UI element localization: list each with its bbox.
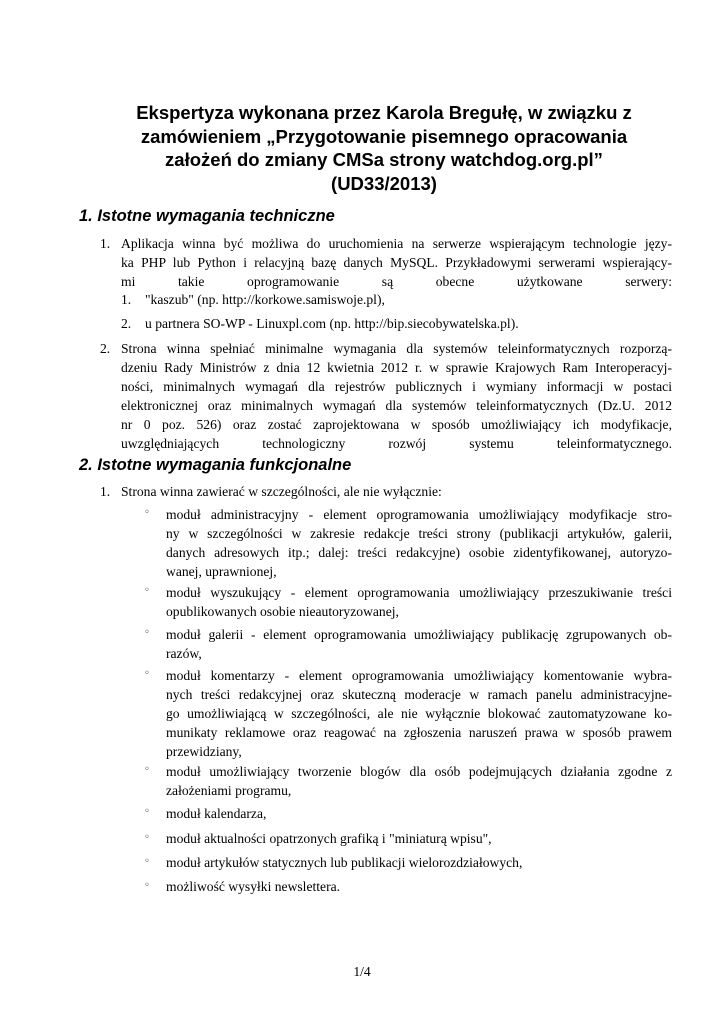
- bullet-circle-icon: ◦: [144, 856, 150, 867]
- bullet-gallery-module: [166, 625, 672, 663]
- bullet-circle-icon: ◦: [144, 806, 150, 817]
- text-line: razów,: [166, 646, 202, 661]
- list-number: 1.: [100, 236, 111, 251]
- text-line: ności, minimalnych wymagań dla rejestrów publicznych i wymiany informacji w postaci: [121, 379, 672, 394]
- text-line: opublikowanych osobie nieautoryzowanej,: [166, 604, 399, 619]
- section-1-item-2-text: [121, 339, 672, 453]
- bullet-comments-module: [166, 666, 672, 761]
- text-line: mi takie oprogramowanie są obecne użytkowane serwery:: [121, 274, 672, 289]
- text-line: danych adresowych itp.; dalej: treści redakcyjne) osobie zidentyfikowanej, autoryzo-: [166, 545, 672, 560]
- bullet-circle-icon: ◦: [144, 832, 150, 843]
- sublist-item-kaszub: "kaszub" (np. http://korkowe.samiswoje.pl),: [145, 292, 385, 307]
- text-line: moduł administracyjny - element oprogramowania umożliwiający modyfikacje stro-: [166, 507, 672, 522]
- bullet-admin-module: [166, 505, 672, 581]
- title-line-3: założeń do zmiany CMSa strony watchdog.org.pl”: [165, 149, 603, 170]
- bullet-circle-icon: ◦: [144, 880, 150, 891]
- bullet-search-module: [166, 583, 672, 621]
- page-number: 1/4: [353, 964, 371, 979]
- section-1-heading: 1. Istotne wymagania techniczne: [79, 207, 335, 225]
- text-line: uwzględniających technologiczny rozwój systemu teleinformatycznego.: [121, 436, 672, 451]
- bullet-circle-icon: ◦: [144, 585, 150, 596]
- text-line: ka PHP lub Python i relacyjną bazę danych MySQL. Przykładowymi serwerami wspierający-: [121, 255, 672, 270]
- bullet-calendar-module: [166, 804, 672, 823]
- text-line: moduł umożliwiający tworzenie blogów dla osób podejmujących działania zgodne z: [166, 764, 672, 779]
- bullet-newsletter: [166, 877, 672, 896]
- bullet-circle-icon: ◦: [144, 764, 150, 775]
- text-line: munikaty reklamowe oraz reagować na zgłoszenia naruszeń prawa w sposób prawem: [166, 725, 672, 740]
- text-line: wanej, uprawnionej,: [166, 564, 277, 579]
- section-2-item-1-text: Strona winna zawierać w szczególności, ale nie wyłącznie:: [121, 484, 442, 499]
- sublist-number: 1.: [121, 292, 132, 307]
- text-line: przewidziany,: [166, 744, 242, 759]
- text-line: możliwość wysyłki newslettera.: [166, 879, 341, 894]
- text-line: założeniami programu,: [166, 783, 292, 798]
- text-line: dzeniu Rady Ministrów z dnia 12 kwietnia 2012 r. w sprawie Krajowych Ram Interoperacyj-: [121, 360, 672, 375]
- text-line: go umożliwiającą w szczególności, ale nie wyłącznie blokować zautomatyzowane ko-: [166, 706, 672, 721]
- text-line: moduł aktualności opatrzonych grafiką i "miniaturą wpisu",: [166, 831, 492, 846]
- sublist-number: 2.: [121, 316, 132, 331]
- document-title: [100, 101, 668, 195]
- bullet-circle-icon: ◦: [144, 507, 150, 518]
- text-line: moduł komentarzy - element oprogramowania umożliwiający komentowanie wybra-: [166, 668, 672, 683]
- text-line: ny w szczególności w zakresie redakcje treści strony (publikacji artykułów, galerii,: [166, 526, 672, 541]
- section-1-item-1-text: [121, 234, 672, 291]
- text-line: Aplikacja winna być możliwa do uruchomienia na serwerze wspierającym technologie języ-: [121, 236, 672, 251]
- list-number: 2.: [100, 341, 111, 356]
- bullet-circle-icon: ◦: [144, 668, 150, 679]
- bullet-blogs-module: [166, 762, 672, 800]
- text-line: moduł artykułów statycznych lub publikacji wielorozdziałowych,: [166, 855, 523, 870]
- section-2-heading: 2. Istotne wymagania funkcjonalne: [79, 456, 352, 474]
- text-line: Strona winna spełniać minimalne wymagania dla systemów teleinformatycznych rozporzą-: [121, 341, 672, 356]
- text-line: moduł galerii - element oprogramowania umożliwiający publikację zgrupowanych ob-: [166, 627, 672, 642]
- text-line: moduł kalendarza,: [166, 806, 267, 821]
- text-line: nr 0 poz. 526) oraz zostać zaprojektowana w sposób umożliwiający ich modyfikacje,: [121, 417, 672, 432]
- title-line-2: zamówieniem „Przygotowanie pisemnego opracowania: [140, 125, 628, 147]
- text-line: moduł wyszukujący - element oprogramowania umożliwiający przeszukiwanie treści: [166, 585, 672, 600]
- list-number: 1.: [100, 484, 111, 499]
- bullet-news-module: [166, 829, 672, 848]
- text-line: elektronicznej oraz minimalnych wymagań dla systemów teleinformatycznych (Dz.U. 2012: [121, 398, 672, 413]
- text-line: nych treści redakcyjnej oraz skuteczną moderacje w ramach panelu administracyjne-: [166, 687, 672, 702]
- bullet-articles-module: [166, 853, 672, 872]
- title-line-1: Ekspertyza wykonana przez Karola Bregułę, w związku z: [136, 102, 632, 123]
- bullet-circle-icon: ◦: [144, 627, 150, 638]
- title-line-4: (UD33/2013): [331, 172, 437, 194]
- sublist-item-so-wp: u partnera SO-WP - Linuxpl.com (np. http://bip.siecobywatelska.pl).: [145, 316, 519, 331]
